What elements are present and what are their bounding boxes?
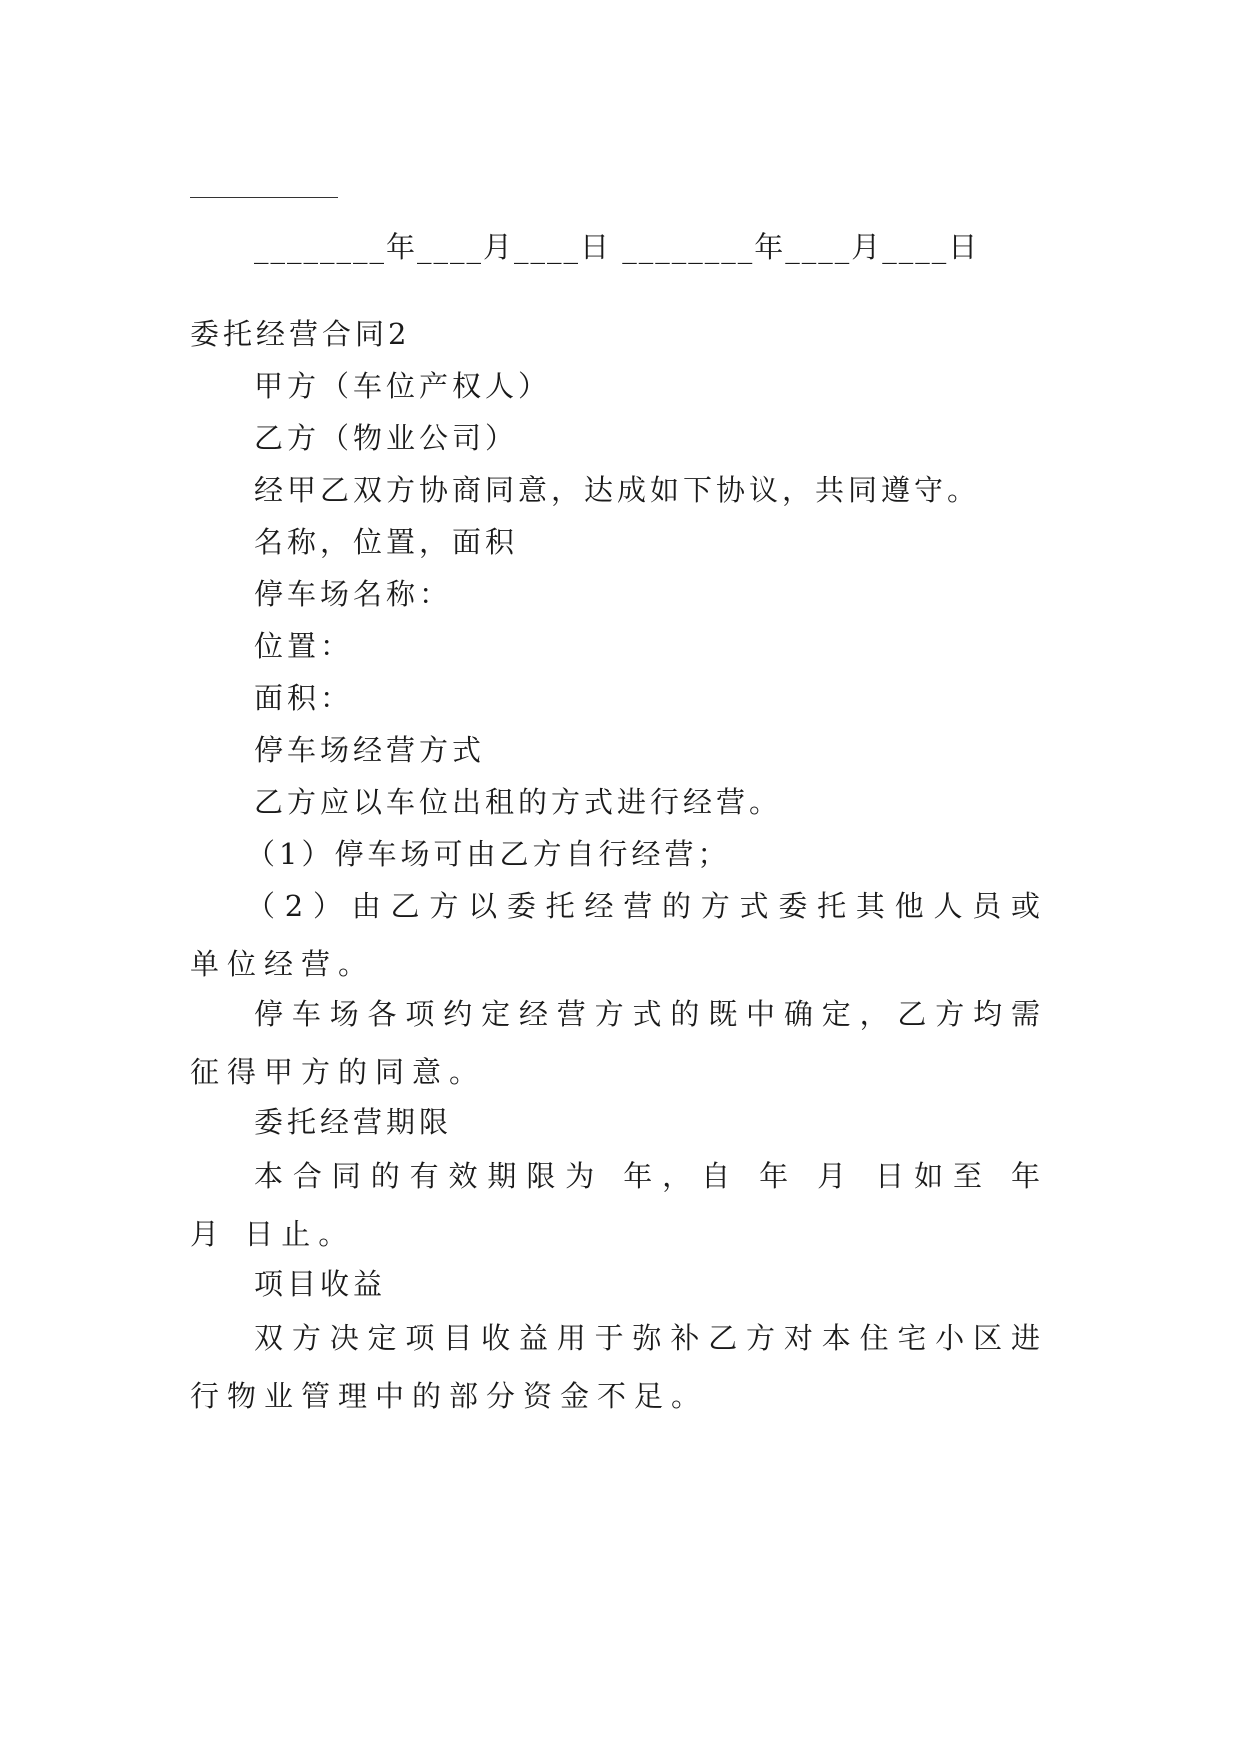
- operation-consent: 停车场各项约定经营方式的既中确定，乙方均需征得甲方的同意。: [190, 997, 1048, 1089]
- section-title: 委托经营合同2: [190, 317, 411, 351]
- field-parking-name: 停车场名称：: [254, 577, 453, 611]
- heading-term: 委托经营期限: [254, 1105, 453, 1139]
- term-text: 本合同的有效期限为 年，自 年 月 日如至 年 月 日止。: [190, 1159, 1048, 1251]
- operation-mode-text: 乙方应以车位出租的方式进行经营。: [254, 785, 783, 819]
- heading-income: 项目收益: [254, 1267, 387, 1301]
- signature-date-line: ________年____月____日 ________年____月____日: [254, 230, 980, 264]
- operation-item-2: （2）由乙方以委托经营的方式委托其他人员或单位经营。: [190, 889, 1048, 981]
- party-b-label: 乙方（物业公司）: [254, 421, 519, 455]
- party-a-label: 甲方（车位产权人）: [254, 369, 552, 403]
- income-text: 双方决定项目收益用于弥补乙方对本住宅小区进行物业管理中的部分资金不足。: [190, 1321, 1048, 1413]
- field-area: 面积：: [254, 681, 354, 715]
- field-location: 位置：: [254, 629, 354, 663]
- signature-underline: [190, 197, 338, 198]
- heading-operation-mode: 停车场经营方式: [254, 733, 486, 767]
- agreement-intro: 经甲乙双方协商同意，达成如下协议，共同遵守。: [254, 473, 981, 507]
- operation-item-1: （1）停车场可由乙方自行经营；: [246, 837, 731, 871]
- heading-name-location-area: 名称，位置，面积: [254, 525, 519, 559]
